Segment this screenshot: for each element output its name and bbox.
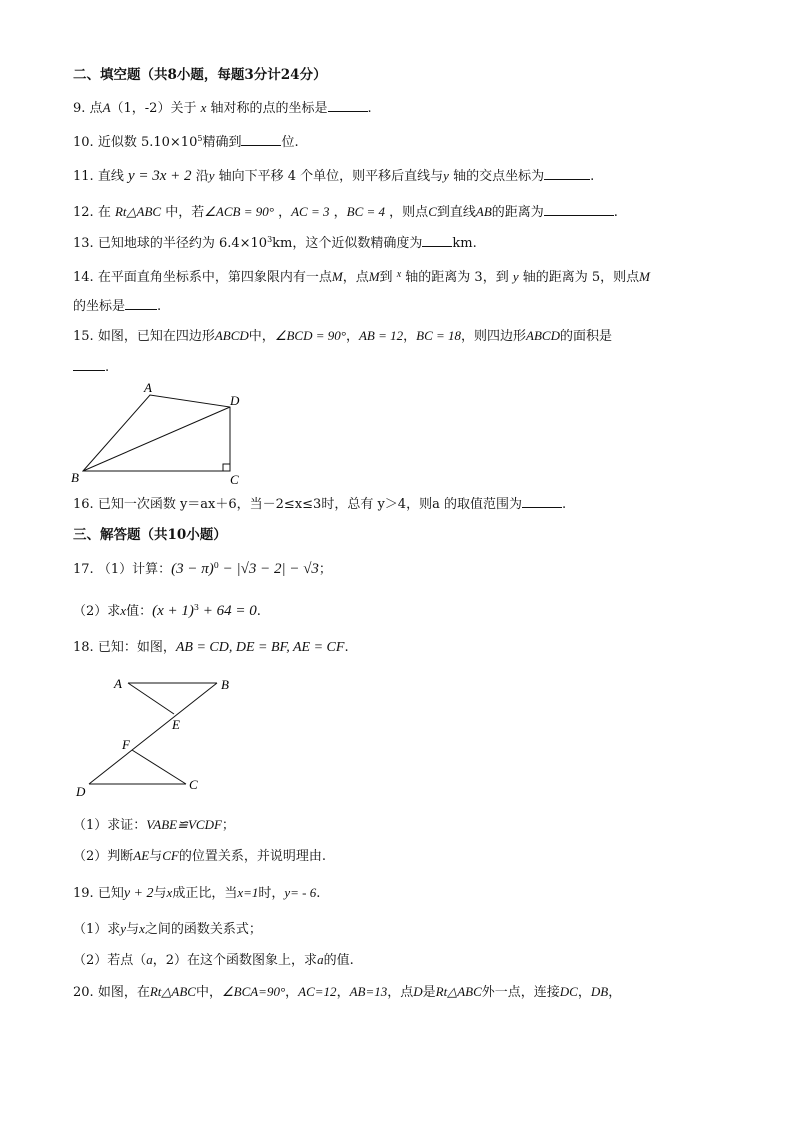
- segment-cf: [132, 750, 186, 784]
- question-17-part2: （2）求x值：$(x + 1)^3 + 64 = 0$.: [73, 603, 261, 619]
- question-13: 13. 已知地球的半径约为 $6.4\times 10^3km$，这个近似数精确度为 km.: [73, 235, 477, 251]
- answer-blank[interactable]: [125, 297, 157, 310]
- question-19-part1: （1）求y与x之间的函数关系式；: [73, 921, 262, 937]
- question-18: 18. 已知：如图，AB = CD, DE = BF, AE = CF.: [73, 640, 349, 655]
- question-18-part1: （1）求证：VABE≌VCDF；: [73, 817, 235, 833]
- answer-blank[interactable]: [544, 167, 590, 180]
- question-16: 16. 已知一次函数 y＝ax＋6，当－2≤x≤3时，总有 y＞4，则a 的取值范围为 .: [73, 497, 567, 512]
- point-label-d: D: [76, 784, 86, 799]
- figure-quadrilateral-abcd: [70, 380, 250, 490]
- answer-blank[interactable]: [328, 99, 368, 112]
- vertex-label-c: C: [230, 472, 239, 487]
- question-11: 11. 直线 y = 3x + 2 沿y 轴向下平移 4 个单位，则平移后直线与y 轴的交点坐标为 .: [73, 168, 595, 184]
- question-14-line2: 的坐标是 .: [73, 299, 162, 314]
- question-10: 10. 近似数 $5.10\times 10^5$精确到 位.: [73, 134, 299, 150]
- question-19: 19. 已知y + 2与x成正比，当x=1时，y= - 6.: [73, 885, 321, 901]
- question-17-part1: 17. （1）计算：$(3 - \pi)^0 - |√3 - 2| - √3$；: [73, 561, 332, 577]
- question-12: 12. 在 Rt△ABC 中，若∠ACB = 90° ，AC = 3 ，BC = 4 ，则点C到直线AB的距离为 .: [73, 204, 618, 220]
- segment-bd: [89, 683, 217, 784]
- figure-triangles-abe-cdf: [72, 672, 232, 804]
- question-14: 14. 在平面直角坐标系中，第四象限内有一点M，点M到 $^x$ 轴的距离为 3，到 y 轴的距离为 5，则点M: [73, 269, 651, 285]
- question-19-part2: （2）若点（a，2）在这个函数图象上，求a的值.: [73, 952, 354, 968]
- answer-blank[interactable]: [73, 358, 105, 371]
- question-20: 20. 如图，在Rt△ABC中，∠BCA=90°，AC=12，AB=13，点D是Rt△ABC外一点，连接DC，DB，: [73, 984, 622, 1000]
- point-label-c: C: [189, 777, 198, 792]
- point-label-b: B: [221, 677, 229, 692]
- question-15: 15. 如图，已知在四边形ABCD中，∠BCD = 90°，AB = 12，BC = 18，则四边形ABCD的面积是: [73, 328, 613, 344]
- vertex-label-a: A: [144, 380, 152, 395]
- answer-blank[interactable]: [241, 133, 281, 146]
- answer-blank[interactable]: [422, 234, 452, 247]
- point-label-a: A: [114, 676, 122, 691]
- diagonal-bd: [83, 407, 230, 471]
- point-label-f: F: [122, 737, 130, 752]
- section-fill-heading: 二、填空题（共8小题，每题3分计24分）: [73, 67, 327, 83]
- quadrilateral-outline: [83, 395, 230, 471]
- vertex-label-d: D: [230, 393, 240, 408]
- answer-blank[interactable]: [544, 203, 614, 216]
- right-angle-mark: [223, 464, 230, 471]
- question-18-part2: （2）判断AE与CF的位置关系，并说明理由.: [73, 848, 326, 864]
- section-solve-heading: 三、解答题（共10小题）: [73, 527, 227, 543]
- vertex-label-b: B: [71, 470, 79, 485]
- question-15-line2: .: [73, 358, 109, 377]
- point-label-e: E: [172, 717, 180, 732]
- question-9: 9. 点A（1，-2）关于 x 轴对称的点的坐标是 .: [73, 100, 372, 116]
- segment-ae: [128, 683, 174, 714]
- answer-blank[interactable]: [522, 495, 562, 508]
